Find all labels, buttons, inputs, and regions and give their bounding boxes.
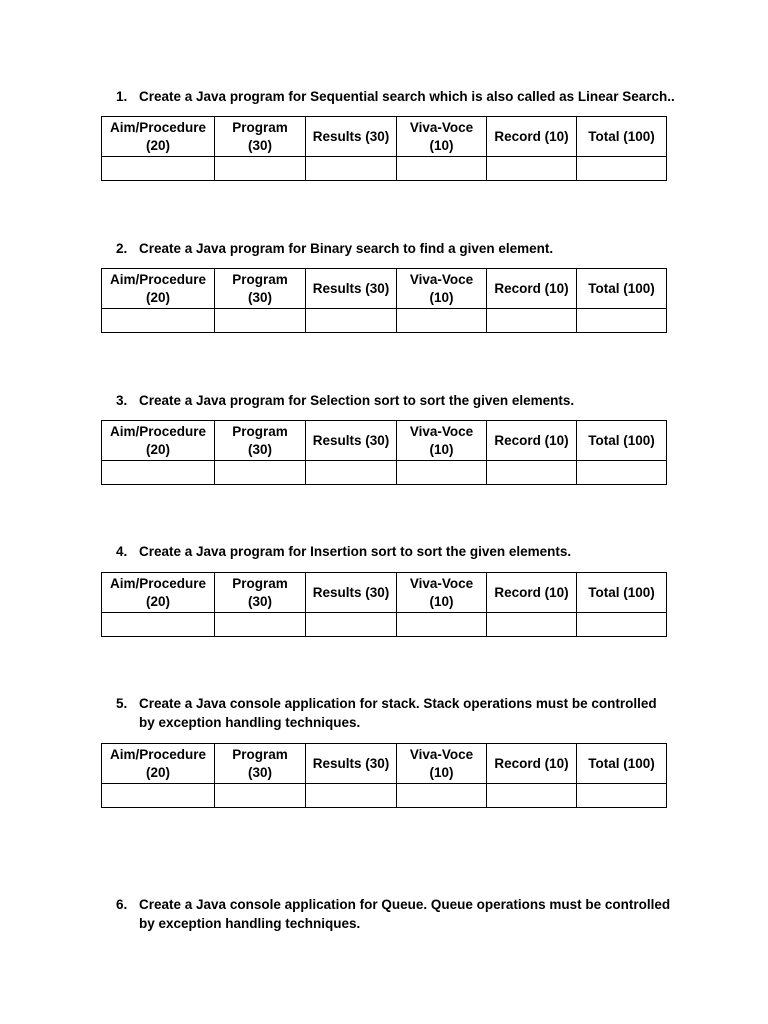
score-cell-aim-procedure xyxy=(102,784,215,808)
score-cell-results xyxy=(306,309,397,333)
question-1 xyxy=(116,87,676,106)
score-cell-viva-voce xyxy=(397,461,487,485)
score-cell-record xyxy=(487,309,577,333)
marks-table-3 xyxy=(101,420,667,485)
question-5 xyxy=(116,694,676,732)
question-4 xyxy=(116,542,676,561)
marks-table-5 xyxy=(101,743,667,808)
question-number: 1. xyxy=(116,89,128,104)
question-text: Create a Java console application for Queue. Queue operations must be controlled by exception handling techniques. xyxy=(139,897,671,931)
score-cell-record xyxy=(487,784,577,808)
header-program: Program (30) xyxy=(215,573,306,613)
question-text: Create a Java program for Insertion sort to sort the given elements. xyxy=(139,544,572,559)
header-record: Record (10) xyxy=(487,117,577,157)
score-cell-aim-procedure xyxy=(102,613,215,637)
score-cell-results xyxy=(306,613,397,637)
score-cell-total xyxy=(577,157,667,181)
marks-entry-row xyxy=(102,461,667,485)
header-total: Total (100) xyxy=(577,421,667,461)
question-text: Create a Java console application for stack. Stack operations must be controlled by exception handling techniques. xyxy=(139,696,657,730)
question-text: Create a Java program for Binary search to find a given element. xyxy=(139,241,554,256)
marks-entry-row xyxy=(102,613,667,637)
score-cell-total xyxy=(577,784,667,808)
marks-header-row xyxy=(102,269,667,309)
question-number: 3. xyxy=(116,393,128,408)
question-text: Create a Java program for Sequential search which is also called as Linear Search.. xyxy=(139,89,675,104)
marks-table-1 xyxy=(101,116,667,181)
score-cell-record xyxy=(487,461,577,485)
score-cell-results xyxy=(306,461,397,485)
score-cell-aim-procedure xyxy=(102,157,215,181)
header-total: Total (100) xyxy=(577,573,667,613)
score-cell-viva-voce xyxy=(397,784,487,808)
score-cell-program xyxy=(215,157,306,181)
header-viva-voce: Viva-Voce (10) xyxy=(397,269,487,309)
score-cell-program xyxy=(215,784,306,808)
score-cell-viva-voce xyxy=(397,309,487,333)
marks-header-row xyxy=(102,117,667,157)
header-program: Program (30) xyxy=(215,744,306,784)
score-cell-total xyxy=(577,461,667,485)
score-cell-viva-voce xyxy=(397,157,487,181)
header-aim-procedure: Aim/Procedure (20) xyxy=(102,573,215,613)
question-number: 6. xyxy=(116,897,128,912)
question-text: Create a Java program for Selection sort to sort the given elements. xyxy=(139,393,575,408)
header-viva-voce: Viva-Voce (10) xyxy=(397,421,487,461)
marks-entry-row xyxy=(102,157,667,181)
header-viva-voce: Viva-Voce (10) xyxy=(397,573,487,613)
score-cell-program xyxy=(215,613,306,637)
question-number: 4. xyxy=(116,544,128,559)
header-results: Results (30) xyxy=(306,269,397,309)
score-cell-aim-procedure xyxy=(102,461,215,485)
question-number: 5. xyxy=(116,696,128,711)
header-record: Record (10) xyxy=(487,744,577,784)
marks-entry-row xyxy=(102,309,667,333)
header-program: Program (30) xyxy=(215,269,306,309)
question-3 xyxy=(116,391,676,410)
header-record: Record (10) xyxy=(487,421,577,461)
score-cell-viva-voce xyxy=(397,613,487,637)
score-cell-total xyxy=(577,613,667,637)
score-cell-program xyxy=(215,309,306,333)
marks-entry-row xyxy=(102,784,667,808)
header-results: Results (30) xyxy=(306,744,397,784)
score-cell-total xyxy=(577,309,667,333)
header-results: Results (30) xyxy=(306,421,397,461)
score-cell-program xyxy=(215,461,306,485)
question-2 xyxy=(116,239,676,258)
header-record: Record (10) xyxy=(487,269,577,309)
header-aim-procedure: Aim/Procedure (20) xyxy=(102,117,215,157)
header-results: Results (30) xyxy=(306,117,397,157)
score-cell-record xyxy=(487,613,577,637)
score-cell-aim-procedure xyxy=(102,309,215,333)
header-results: Results (30) xyxy=(306,573,397,613)
marks-header-row xyxy=(102,421,667,461)
header-total: Total (100) xyxy=(577,269,667,309)
header-record: Record (10) xyxy=(487,573,577,613)
header-aim-procedure: Aim/Procedure (20) xyxy=(102,421,215,461)
question-number: 2. xyxy=(116,241,128,256)
header-viva-voce: Viva-Voce (10) xyxy=(397,744,487,784)
marks-header-row xyxy=(102,744,667,784)
header-aim-procedure: Aim/Procedure (20) xyxy=(102,269,215,309)
score-cell-results xyxy=(306,784,397,808)
question-6 xyxy=(116,895,676,933)
marks-table-4 xyxy=(101,572,667,637)
header-aim-procedure: Aim/Procedure (20) xyxy=(102,744,215,784)
score-cell-record xyxy=(487,157,577,181)
header-program: Program (30) xyxy=(215,117,306,157)
marks-table-2 xyxy=(101,268,667,333)
header-viva-voce: Viva-Voce (10) xyxy=(397,117,487,157)
header-total: Total (100) xyxy=(577,117,667,157)
score-cell-results xyxy=(306,157,397,181)
marks-header-row xyxy=(102,573,667,613)
header-program: Program (30) xyxy=(215,421,306,461)
header-total: Total (100) xyxy=(577,744,667,784)
